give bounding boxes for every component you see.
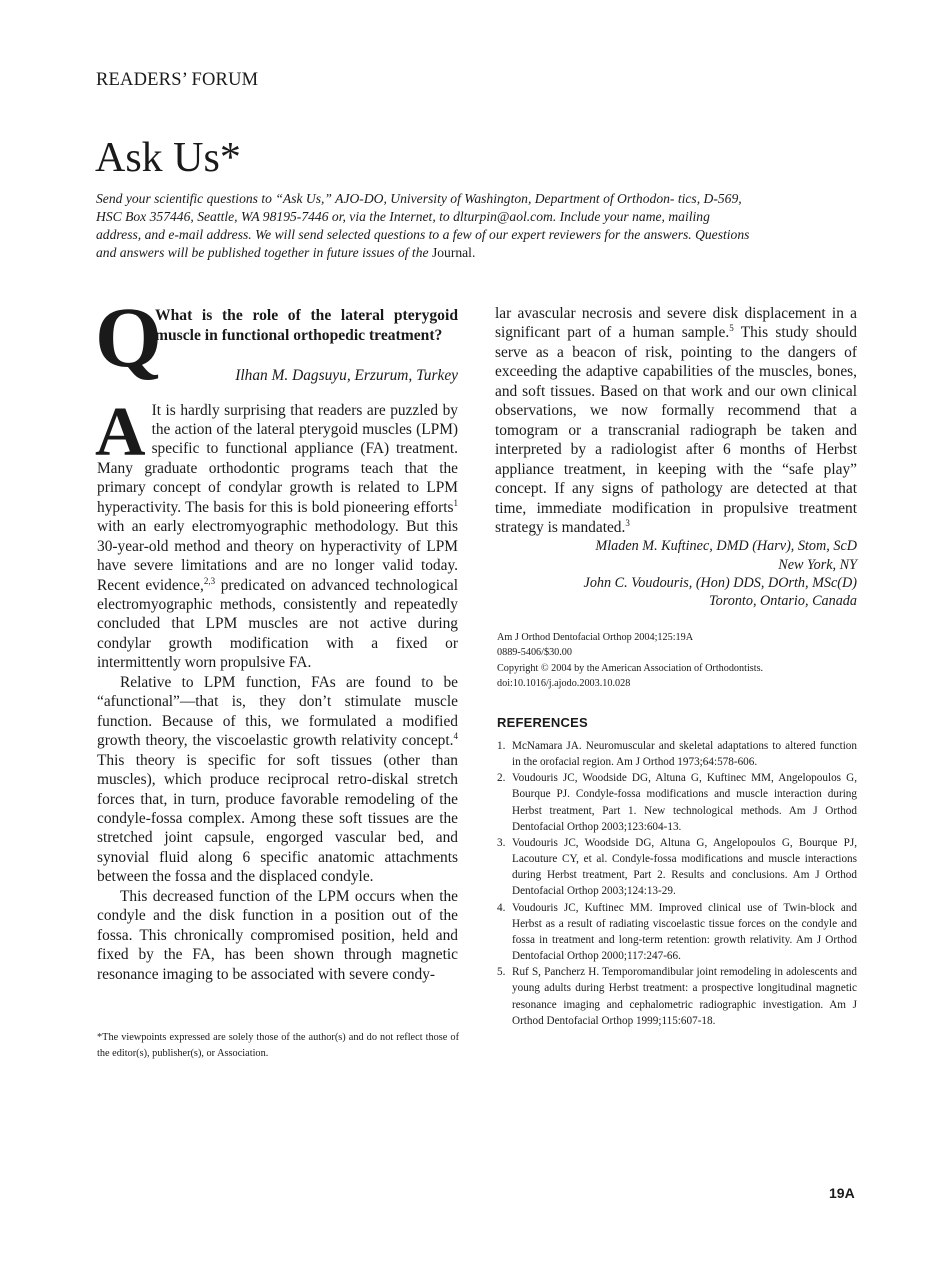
reference-text: Ruf S, Pancherz H. Temporomandibular joint remodeling in adolescents and young adults during Herbst treatment: a prospective longitudinal magnetic resonance imaging and cephalometric radiographic investigation. Am J Orthod Dentofacial Orthop 1999;115:607-18. bbox=[512, 966, 857, 1027]
intro-paragraph bbox=[96, 190, 758, 262]
reference-text: Voudouris JC, Kuftinec MM. Improved clinical use of Twin-block and Herbst as a result of radiating viscoelastic tissue forces on the condyle and fossa in treatment and long-term retention: growth relativity. Am J Orthod Dentofacial Orthop 2000;117:247-66. bbox=[512, 901, 857, 963]
reference-text: McNamara JA. Neuromuscular and skeletal adaptations to altered function in the orofacial region. Am J Orthod 1973;64:578-606. bbox=[512, 740, 857, 769]
answer-text: This study should serve as a beacon of risk, pointing to the dangers of exceeding the adaptive capabilities of the muscles, bones, and soft tissues. Based on that work and our own clinical observations, we now formally recommend that a tomogram or a transcranial radiograph be taken and interpreted by a radiologist after 6 months of Herbst appliance treatment, in keeping with the “safe play” concept. If any signs of pathology are detected at that time, immediate modification in propulsive treatment strategy is mandated. bbox=[495, 324, 857, 536]
answer-drop-cap: A bbox=[95, 393, 146, 471]
citation-issn: 0889-5406/$30.00 bbox=[497, 647, 572, 659]
citation-journal: Am J Orthod Dentofacial Orthop 2004;125:19A bbox=[497, 632, 694, 643]
section-label: READERS’ FORUM bbox=[96, 70, 259, 90]
author-name: Mladen M. Kuftinec, DMD (Harv), Stom, ScD bbox=[595, 538, 857, 555]
answer-text: with an early electromyographic methodology. But this 30-year-old method and theory on hyperactivity of LPM have severe limitations and are no longer valid today. Recent evidence, bbox=[97, 518, 458, 594]
citation-copyright: Copyright © 2004 by the American Association of Orthodontists. bbox=[497, 662, 764, 674]
right-column bbox=[495, 304, 857, 610]
reference-item bbox=[497, 900, 857, 965]
citation-doi[interactable]: doi:10.1016/j.ajodo.2003.10.028 bbox=[497, 677, 631, 689]
answer-paragraph-3-continued bbox=[495, 304, 857, 537]
left-column bbox=[95, 289, 458, 984]
answer-text: lar avascular necrosis and severe disk displacement in a significant part of a human sample. bbox=[495, 305, 857, 342]
answer-text: predicated on advanced technological electromyographic methods, consistently and repeatedly concluded that LPM muscles are not active during condylar growth modification with a fixed or intermittently worn propulsive FA. bbox=[97, 576, 458, 672]
reference-item bbox=[497, 835, 857, 900]
references-list bbox=[497, 738, 857, 1029]
footnote: *The viewpoints expressed are solely those of the author(s) and do not reflect those of the editor(s), publisher(s), or Association. bbox=[97, 1032, 459, 1059]
answer-text: Relative to LPM function, FAs are found to be “afunctional”—that is, they don’t stimulate muscle function. Because of this, we formulated a modified growth theory, the viscoelastic growth relativity concept. bbox=[97, 673, 458, 750]
reference-item bbox=[497, 770, 857, 835]
reference-number: 1. bbox=[497, 740, 506, 752]
journal-word: Journal. bbox=[431, 245, 476, 260]
reference-text: Voudouris JC, Woodside DG, Altuna G, Angelopoulos G, Bourque PJ, Lacouture CY, et al. Condyle-fossa modifications and muscle interactions during Herbst treatment, Part 2. Results and conclusions. Am J Orthod Dentofacial Orthop 2003;124:13-29. bbox=[512, 836, 857, 898]
reference-item bbox=[497, 738, 857, 770]
answer-paragraph-1 bbox=[95, 393, 458, 673]
author-signature-2 bbox=[495, 574, 857, 610]
author-signature-1 bbox=[495, 537, 857, 573]
page-title: Ask Us* bbox=[95, 135, 241, 181]
ref-superscript: 2,3 bbox=[203, 575, 216, 586]
author-location: Toronto, Ontario, Canada bbox=[709, 593, 857, 610]
ref-superscript: 1 bbox=[453, 497, 458, 508]
reference-number: 3. bbox=[497, 836, 506, 849]
answer-text: This theory is specific for soft tissues (other than muscles), which produce reciprocal retro-diskal stretch forces that, in turn, produce favorable remodeling of the condyle-fossa complex. Among these soft tissues are the stretched joint capsule, engorged vascular bed, and synovial fluid along 6 specific anatomic attachments between the fossa and the displaced condyle. bbox=[97, 751, 458, 886]
page-number: 19A bbox=[829, 1185, 855, 1201]
reference-number: 5. bbox=[497, 966, 506, 979]
answer-block bbox=[95, 393, 458, 985]
reference-number: 2. bbox=[497, 772, 506, 785]
answer-text: It is hardly surprising that readers are puzzled by the action of the lateral pterygoid muscles (LPM) specific to functional appliance (FA) treatment. Many graduate orthodontic programs teach that the primary concept of condylar growth is related to LPM hyperactivity. The basis for this is bold pioneering efforts bbox=[97, 401, 458, 516]
reference-item bbox=[497, 964, 857, 1029]
citation-block bbox=[497, 630, 857, 691]
intro-text: Send your scientific questions to “Ask Us,” AJO-DO, University of Washington, Department of Orthodon- tics, D-569, HSC Box 357446, Seattle, WA 98195-7446 or, via the Internet, to dlturpin@aol.com. Include your name, mailing address, and e-mail address. We will send selected questions to a few of our expert reviewers for the answers. Questions and answers will be published together in future issues of the bbox=[96, 191, 750, 260]
author-name: John C. Voudouris, (Hon) DDS, DOrth, MSc(D) bbox=[583, 574, 857, 591]
answer-paragraph-2 bbox=[97, 673, 458, 887]
references-heading: REFERENCES bbox=[497, 715, 588, 730]
question-drop-cap: Q bbox=[95, 289, 162, 385]
ref-superscript: 3 bbox=[625, 517, 630, 528]
answer-paragraph-3: This decreased function of the LPM occurs when the condyle and the disk function in a position out of the fossa. This chronically compromised position, held and fixed by the FA, has been shown through magnetic resonance imaging to be associated with severe condy- bbox=[97, 887, 458, 983]
ref-superscript: 5 bbox=[729, 323, 734, 334]
question-asker: Ilhan M. Dagsuyu, Erzurum, Turkey bbox=[235, 367, 458, 384]
reference-number: 4. bbox=[497, 901, 506, 914]
question-text: What is the role of the lateral pterygoid muscle in functional orthopedic treatment? bbox=[155, 307, 458, 344]
author-location: New York, NY bbox=[778, 556, 857, 573]
reference-text: Voudouris JC, Woodside DG, Altuna G, Kuftinec MM, Angelopoulos G, Bourque PJ. Condyle-fossa modifications and muscle interaction during Herbst treatment, Part 1. New technological methods. Am J Orthod Dentofacial Orthop 2003;123:604-13. bbox=[512, 772, 857, 833]
ref-superscript: 4 bbox=[453, 731, 458, 742]
